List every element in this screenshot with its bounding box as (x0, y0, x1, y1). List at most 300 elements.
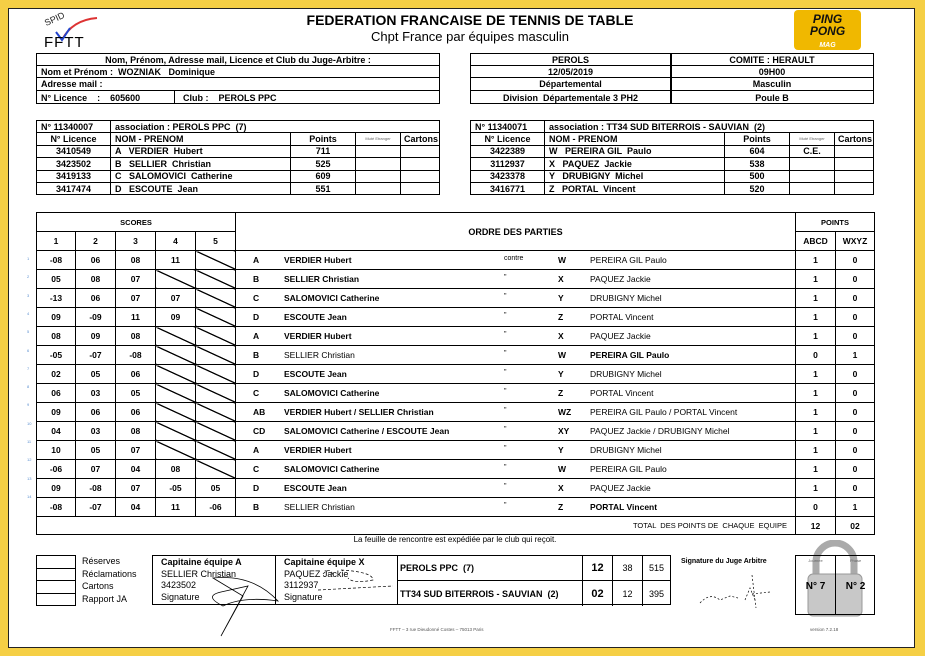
checkbox-cartons[interactable] (36, 580, 76, 594)
set-score: -13 (37, 289, 76, 308)
player-x-name: PAQUEZ Jackie (590, 274, 651, 284)
player-a-name: SALOMOVICI Catherine (284, 388, 380, 398)
points-wxyz: 0 (836, 384, 875, 403)
set-score: -07 (76, 346, 116, 365)
captain-x-title: Capitaine équipe X (284, 557, 365, 567)
game-matchup (236, 289, 796, 308)
set-score: 05 (196, 479, 236, 498)
mute-etranger (790, 171, 835, 182)
header-points: Points (725, 133, 790, 144)
player-x-letter: Z (558, 312, 564, 322)
total-label: TOTAL DES POINTS DE CHAQUE EQUIPE (37, 517, 796, 535)
game-row (37, 422, 875, 441)
total-x: 02 (836, 517, 875, 535)
player-a-letter: C (253, 388, 260, 398)
captain-x-signature (313, 566, 398, 596)
player-x-name: PEREIRA GIL Paulo (590, 464, 667, 474)
header-cartons: Cartons (403, 134, 438, 145)
game-matchup (236, 251, 796, 270)
set-score: 07 (76, 460, 116, 479)
player-a-letter: D (253, 483, 260, 493)
points-abcd: 1 (796, 308, 836, 327)
player-x-name: PORTAL Vincent (590, 312, 654, 322)
points-abcd: 1 (796, 422, 836, 441)
player-a-letter: AB (253, 407, 266, 417)
notice: La feuille de rencontre est expédiée par le club qui reçoit. (353, 535, 557, 544)
referee-heading: Nom, Prénom, Adresse mail, Licence et Club du Juge-Arbitre : (37, 54, 439, 66)
page-title: FEDERATION FRANCAISE DE TENNIS DE TABLE (306, 12, 634, 28)
player-x-letter: Y (558, 445, 564, 455)
phase-value: N° 2 (845, 581, 866, 592)
set-score: 06 (37, 384, 76, 403)
licence: 3423378 (471, 171, 545, 182)
licence: 3410549 (37, 146, 111, 157)
result-balls: 515 (648, 563, 665, 573)
captain-a-licence: 3423502 (161, 580, 197, 590)
team-number: N° 11340007 (37, 121, 111, 132)
mute-etranger (790, 183, 835, 195)
referee-club: PEROLS PPC (218, 92, 277, 103)
player-x-name: PORTAL Vincent (590, 502, 658, 512)
player-x-name: DRUBIGNY Michel (590, 293, 662, 303)
contre: " (504, 483, 507, 490)
player-a-name: SELLIER Christian (284, 350, 355, 360)
set-score: 02 (37, 365, 76, 384)
result-row (398, 556, 670, 581)
result-team: TT34 SUD BITERROIS - SAUVIAN (2) (398, 581, 583, 606)
player-a-letter: B (253, 350, 260, 360)
points-wxyz: 0 (836, 441, 875, 460)
set-score (156, 441, 196, 460)
set-score: 08 (37, 327, 76, 346)
phase-label: Phase (849, 558, 862, 563)
licence: 3112937 (471, 158, 545, 169)
checkbox-r-clamations[interactable] (36, 568, 76, 582)
set-score (156, 346, 196, 365)
player-a-name: VERDIER Hubert (284, 331, 352, 341)
checkbox-r-serves[interactable] (36, 555, 76, 569)
points: 538 (725, 158, 790, 169)
match-info-box (470, 53, 874, 104)
set-score: 04 (116, 460, 156, 479)
referee-box (36, 53, 440, 104)
set-score (196, 403, 236, 422)
team-x-roster (470, 120, 874, 195)
set-score (156, 422, 196, 441)
captain-x-licence: 3112937 (284, 580, 319, 590)
referee-signature-label: Signature du Juge Arbitre (681, 558, 767, 565)
player-a-letter: B (253, 502, 260, 512)
points-wxyz: 0 (836, 403, 875, 422)
set-score (196, 289, 236, 308)
points-wxyz: 0 (836, 308, 875, 327)
points-abcd: 0 (796, 498, 836, 517)
set-score: 11 (116, 308, 156, 327)
game-row (37, 289, 875, 308)
set-score: 08 (116, 422, 156, 441)
player-a-name: ESCOUTE Jean (284, 312, 347, 322)
row-number: 13 (27, 475, 32, 481)
player-x-name: PEREIRA GIL Paulo / PORTAL Vincent (590, 407, 738, 417)
set-score: 03 (76, 422, 116, 441)
set-score (156, 270, 196, 289)
player-a-letter: D (253, 369, 260, 379)
player-x-name: PAQUEZ Jackie (590, 483, 651, 493)
set-score: -08 (37, 498, 76, 517)
match-poule: Poule B (755, 92, 789, 103)
game-row (37, 308, 875, 327)
set-score (196, 327, 236, 346)
set-score (156, 384, 196, 403)
match-place: PEROLS (471, 54, 671, 65)
points: 525 (291, 158, 356, 169)
header-player-name: NOM - PRENOM (545, 133, 725, 144)
points-abcd: 1 (796, 479, 836, 498)
set-score: 06 (116, 403, 156, 422)
header-row (37, 213, 875, 232)
row-number: 7 (27, 365, 30, 371)
game-row (37, 498, 875, 517)
player-a-name: SELLIER Christian (284, 502, 355, 512)
mute-etranger (356, 171, 401, 182)
set-label: 3 (116, 232, 156, 251)
contre: " (504, 445, 507, 452)
roster-row (37, 183, 439, 195)
game-row (37, 346, 875, 365)
set-score (196, 270, 236, 289)
set-score: 11 (156, 251, 196, 270)
captains-box (152, 555, 398, 605)
team-a-roster (36, 120, 440, 195)
check-label: Cartons (82, 581, 114, 591)
set-score: 06 (116, 365, 156, 384)
player-name: D ESCOUTE Jean (111, 183, 291, 195)
set-score: -05 (37, 346, 76, 365)
points: 711 (291, 146, 356, 157)
points-header: POINTS (796, 213, 875, 232)
game-row (37, 384, 875, 403)
game-row (37, 327, 875, 346)
game-matchup (236, 346, 796, 365)
points-abcd: 1 (796, 270, 836, 289)
player-a-name: ESCOUTE Jean (284, 369, 347, 379)
journee-value: N° 7 (805, 581, 826, 592)
player-name: C SALOMOVICI Catherine (111, 171, 291, 182)
player-a-letter: C (253, 293, 260, 303)
check-label: Rapport JA (82, 593, 128, 604)
cartons (835, 146, 875, 157)
result-points: 02 (583, 581, 613, 606)
player-a-name: VERDIER Hubert (284, 445, 352, 455)
player-name: X PAQUEZ Jackie (545, 158, 725, 169)
roster-row (37, 158, 439, 170)
contre: " (504, 407, 507, 414)
player-a-letter: CD (253, 426, 266, 436)
player-x-name: PORTAL Vincent (590, 388, 654, 398)
player-a-name: SELLIER Christian (284, 274, 360, 284)
set-score: 09 (76, 327, 116, 346)
referee-licence: 605600 (110, 92, 141, 103)
player-name: W PEREIRA GIL Paulo (545, 146, 725, 157)
cartons (401, 158, 441, 169)
team-association: association : PEROLS PPC (7) (115, 121, 247, 132)
player-a-letter: D (253, 312, 260, 322)
points-abcd: 1 (796, 384, 836, 403)
game-row (37, 441, 875, 460)
set-score (156, 365, 196, 384)
set-score: -08 (116, 346, 156, 365)
set-score: 04 (37, 422, 76, 441)
wxyz-header: WXYZ (836, 232, 875, 251)
points-wxyz: 0 (836, 327, 875, 346)
contre: " (504, 388, 507, 395)
player-x-letter: W (558, 464, 567, 474)
footer-address: FFTT – 3 rue Dieudonné Costes – 75013 Paris (390, 627, 484, 632)
referee-name-row (37, 66, 439, 78)
player-a-name: SALOMOVICI Catherine (284, 464, 380, 474)
set-score: 07 (116, 270, 156, 289)
row-number: 6 (27, 347, 30, 353)
player-x-letter: Z (558, 388, 564, 398)
cartons (835, 158, 875, 169)
points-abcd: 0 (796, 346, 836, 365)
set-score: -07 (76, 498, 116, 517)
total-a: 12 (796, 517, 836, 535)
team-association: association : TT34 SUD BITERROIS - SAUVIAN (2) (549, 121, 766, 132)
points-abcd: 1 (796, 365, 836, 384)
game-matchup (236, 327, 796, 346)
player-a-name: SALOMOVICI Catherine (284, 293, 380, 303)
result-balls: 395 (648, 588, 665, 599)
player-name: Z PORTAL Vincent (545, 183, 725, 195)
player-x-name: DRUBIGNY Michel (590, 445, 662, 455)
captain-a-title: Capitaine équipe A (161, 557, 242, 567)
cartons (835, 171, 875, 182)
game-row (37, 403, 875, 422)
team-number: N° 11340071 (471, 121, 545, 132)
roster-row (471, 171, 873, 183)
points-wxyz: 1 (836, 498, 875, 517)
mute-etranger (356, 146, 401, 157)
header-licence: N° Licence (471, 133, 545, 144)
set-score: 04 (116, 498, 156, 517)
points: 551 (291, 183, 356, 195)
referee-mail: Adresse mail : (37, 78, 439, 91)
result-points: 12 (583, 556, 613, 580)
game-row (37, 479, 875, 498)
set-score: 05 (37, 270, 76, 289)
licence: 3423502 (37, 158, 111, 169)
referee-name: WOZNIAK Dominique (118, 66, 216, 77)
game-matchup (236, 460, 796, 479)
roster-header-row (37, 121, 439, 133)
scores-header: SCORES (37, 213, 236, 232)
roster-row (37, 171, 439, 183)
player-a-name: VERDIER Hubert (284, 255, 352, 265)
points-wxyz: 0 (836, 422, 875, 441)
mute-etranger (356, 158, 401, 169)
points-wxyz: 0 (836, 289, 875, 308)
journee-phase-box (795, 555, 875, 615)
row-number: 10 (27, 420, 32, 426)
games-table (36, 212, 875, 535)
cartons (401, 146, 441, 157)
header-mute-etranger: Muté Etranger (790, 133, 835, 144)
set-score: 09 (37, 479, 76, 498)
contre: " (504, 502, 507, 509)
player-a-name: SALOMOVICI Catherine / ESCOUTE Jean (284, 426, 450, 436)
contre: contre (504, 255, 524, 262)
journee-label: Journée (808, 558, 823, 563)
set-score: 11 (156, 498, 196, 517)
check-label: Réclamations (82, 568, 137, 579)
header-cartons: Cartons (837, 134, 872, 145)
checkbox-rapport-ja[interactable] (36, 593, 76, 607)
game-matchup (236, 479, 796, 498)
row-number: 11 (27, 439, 32, 444)
set-score: 07 (156, 289, 196, 308)
page-subtitle: Chpt France par équipes masculin (371, 29, 569, 44)
roster-row (471, 158, 873, 170)
set-label: 5 (196, 232, 236, 251)
captain-x-signature-label: Signature (284, 591, 323, 602)
player-a-name: ESCOUTE Jean (284, 483, 347, 493)
label: Club : (183, 92, 209, 103)
contre: " (504, 464, 507, 471)
set-score (156, 403, 196, 422)
set-score: 06 (76, 289, 116, 308)
set-score: -06 (37, 460, 76, 479)
player-x-letter: W (558, 255, 567, 265)
player-x-letter: XY (558, 426, 570, 436)
set-score: 08 (156, 460, 196, 479)
set-score (196, 346, 236, 365)
set-score: -06 (196, 498, 236, 517)
results-box (397, 555, 671, 605)
result-row (398, 581, 670, 606)
check-label: Réserves (82, 556, 121, 566)
points: 604 (725, 146, 790, 157)
set-score: 08 (116, 327, 156, 346)
row-number: 8 (27, 384, 30, 390)
set-score (196, 441, 236, 460)
points-wxyz: 0 (836, 270, 875, 289)
licence: 3416771 (471, 183, 545, 195)
player-a-letter: B (253, 274, 260, 284)
player-a-name: VERDIER Hubert / SELLIER Christian (284, 407, 434, 417)
pingpong-mag-logo: PING PONG MAG (794, 10, 861, 50)
total-row (37, 517, 875, 535)
set-score: 07 (116, 289, 156, 308)
set-score (156, 327, 196, 346)
set-score (196, 251, 236, 270)
game-matchup (236, 422, 796, 441)
game-matchup (236, 498, 796, 517)
player-x-letter: Z (558, 502, 564, 512)
cartons (401, 183, 441, 195)
referee-licence-row (37, 91, 439, 104)
points: 609 (291, 171, 356, 182)
match-time: 09H00 (758, 66, 786, 77)
abcd-header: ABCD (796, 232, 836, 251)
set-score (196, 460, 236, 479)
set-score: 09 (156, 308, 196, 327)
player-x-letter: X (558, 331, 564, 341)
roster-header-row (471, 133, 873, 145)
player-x-letter: WZ (558, 407, 572, 417)
points-abcd: 1 (796, 460, 836, 479)
points-abcd: 1 (796, 441, 836, 460)
licence: 3422389 (471, 146, 545, 157)
player-x-name: PEREIRA GIL Paulo (590, 255, 667, 265)
player-x-letter: X (558, 483, 564, 493)
player-x-name: PEREIRA GIL Paulo (590, 350, 670, 360)
set-score: 07 (116, 441, 156, 460)
set-score: 05 (116, 384, 156, 403)
result-team: PEROLS PPC (7) (398, 556, 583, 580)
row-number: 9 (27, 402, 30, 408)
match-gender: Masculin (752, 79, 792, 89)
contre: " (504, 369, 507, 376)
result-sets: 12 (613, 581, 643, 606)
points: 500 (725, 171, 790, 182)
points-abcd: 1 (796, 289, 836, 308)
row-number: 14 (27, 493, 32, 499)
set-score: -08 (37, 251, 76, 270)
referee-signature (690, 570, 780, 610)
set-score (196, 384, 236, 403)
set-score: 06 (76, 251, 116, 270)
points-wxyz: 1 (836, 346, 875, 365)
player-x-letter: X (558, 274, 564, 284)
set-score: -09 (76, 308, 116, 327)
set-score: 09 (37, 403, 76, 422)
set-score: -08 (76, 479, 116, 498)
game-matchup (236, 365, 796, 384)
label: Nom et Prénom : (41, 66, 114, 77)
player-x-name: PAQUEZ Jackie / DRUBIGNY Michel (590, 426, 730, 436)
player-x-name: DRUBIGNY Michel (590, 369, 662, 379)
contre: " (504, 293, 507, 300)
points-abcd: 1 (796, 251, 836, 270)
game-row (37, 251, 875, 270)
player-x-name: PAQUEZ Jackie (590, 331, 651, 341)
player-name: A VERDIER Hubert (111, 146, 291, 157)
mute-etranger (356, 183, 401, 195)
row-number: 1 (27, 256, 30, 261)
roster-header-row (471, 121, 873, 133)
points: 520 (725, 183, 790, 195)
roster-row (471, 146, 873, 158)
set-score (196, 422, 236, 441)
match-level: Départemental (471, 78, 671, 90)
order-header: ORDRE DES PARTIES (236, 213, 796, 251)
set-score: 07 (116, 479, 156, 498)
captain-a-signature-label: Signature (161, 591, 200, 602)
player-a-letter: A (253, 331, 260, 341)
header-player-name: NOM - PRENOM (111, 133, 291, 144)
player-a-letter: C (253, 464, 260, 474)
captain-a-name: SELLIER Christian (161, 568, 237, 579)
roster-row (37, 146, 439, 158)
captain-x-name: PAQUEZ Jackie (284, 568, 349, 579)
game-matchup (236, 384, 796, 403)
label: N° Licence : (41, 92, 101, 103)
points-wxyz: 0 (836, 251, 875, 270)
roster-row (471, 183, 873, 195)
match-division: Division Départementale 3 PH2 (471, 91, 671, 104)
row-number: 5 (27, 329, 30, 335)
